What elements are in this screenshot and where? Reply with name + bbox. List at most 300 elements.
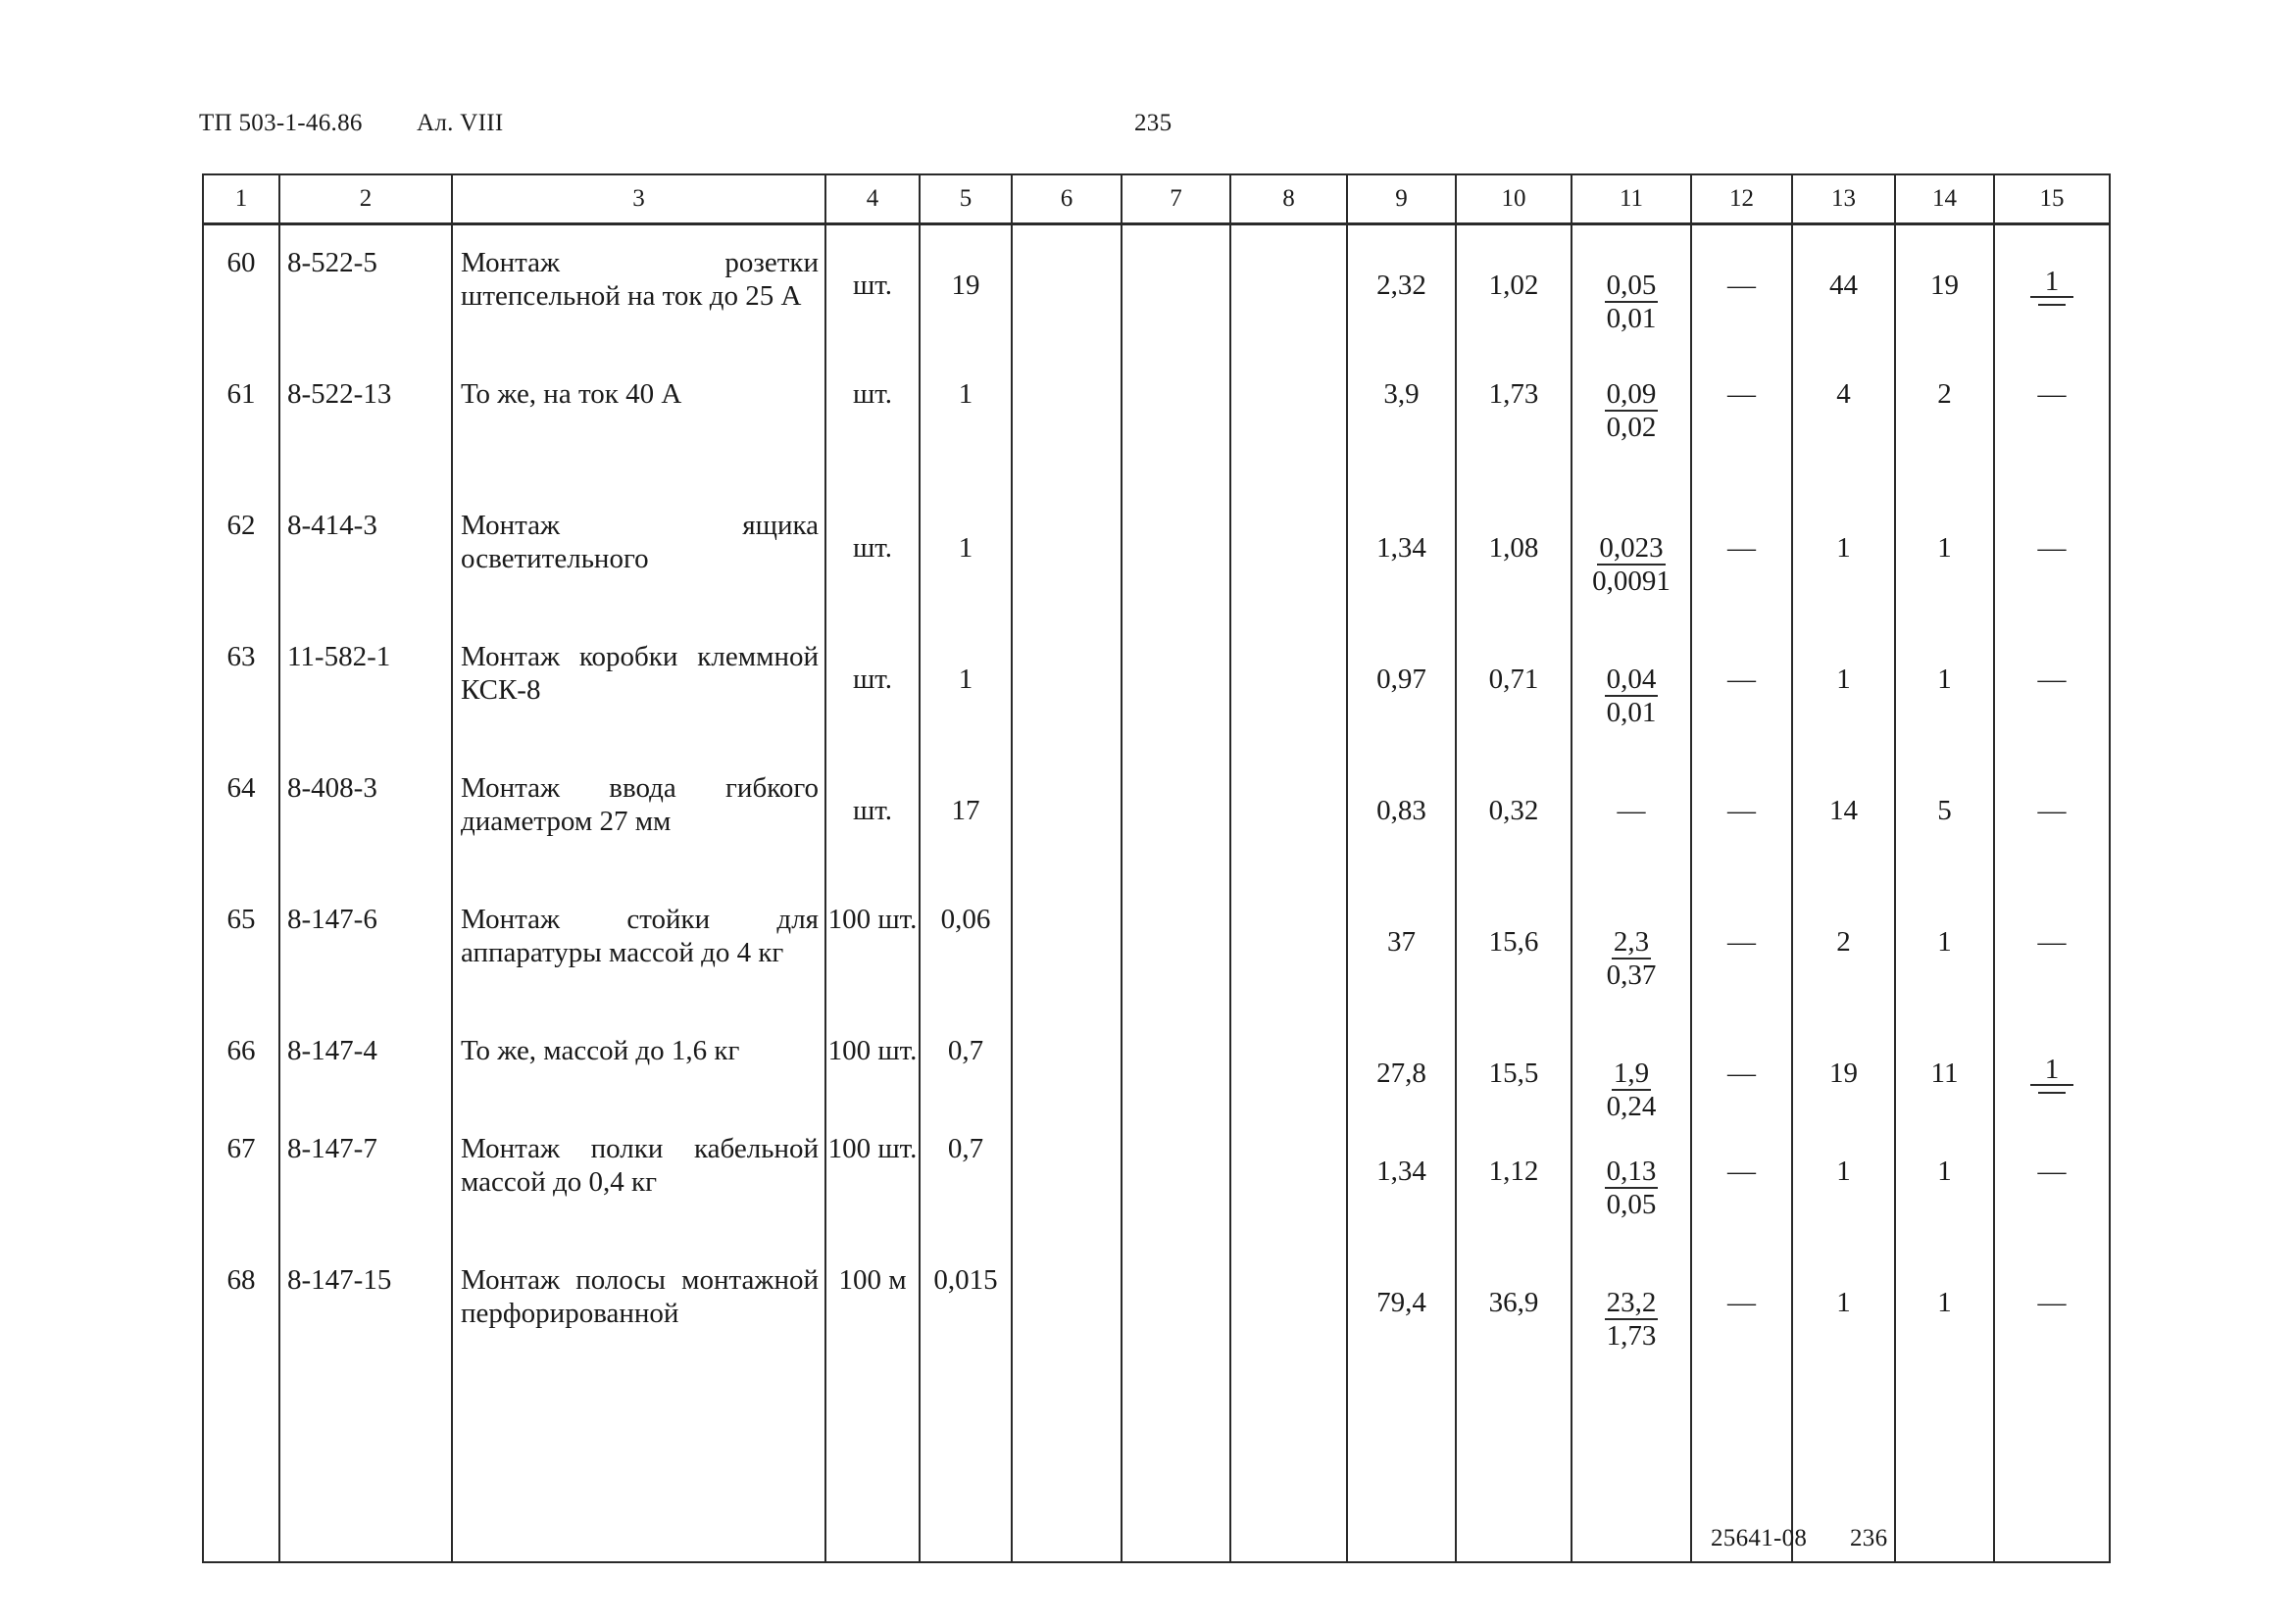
empty-cell: [1012, 1374, 1122, 1562]
unit: шт.: [852, 270, 893, 301]
fraction-denominator: 1,73: [1606, 1320, 1657, 1352]
fraction-denominator: 0,05: [1606, 1189, 1657, 1220]
value-col14: 1: [1937, 664, 1952, 695]
fraction-numerator: 0,023: [1599, 532, 1664, 564]
cell-unit: [825, 619, 920, 751]
cell-unit: [825, 1111, 920, 1243]
cell-col6: [1012, 488, 1122, 619]
empty-cell: [1572, 1374, 1691, 1562]
rate-code: 8-147-7: [287, 1133, 377, 1164]
cell-row-number: [203, 882, 279, 1013]
fraction-denominator: 0,02: [1606, 412, 1657, 443]
value-col9: 2,32: [1376, 270, 1426, 301]
fraction-numerator: 2,3: [1613, 926, 1650, 958]
cell-col7: [1122, 1111, 1230, 1243]
value-col12: —: [1727, 1287, 1756, 1318]
cell-description: [452, 1111, 825, 1243]
empty-dash: —: [2037, 795, 2067, 826]
fraction-denominator: 0,0091: [1592, 566, 1671, 597]
column-number: 15: [1994, 174, 2110, 224]
cell-quantity: [920, 619, 1012, 751]
cell-col7: [1122, 1243, 1230, 1374]
cell-quantity: [920, 488, 1012, 619]
cell-col13: [1792, 882, 1895, 1013]
empty-cell: [1456, 1374, 1572, 1562]
footer-page-number: 236: [1850, 1525, 1888, 1551]
cell-col12: [1691, 224, 1792, 358]
work-description: То же, массой до 1,6 кг: [461, 1035, 740, 1066]
cell-col9: [1347, 224, 1456, 358]
value-col10: 15,6: [1488, 926, 1539, 958]
cell-col11: [1572, 882, 1691, 1013]
fraction-numerator: 1: [2044, 266, 2060, 297]
value-col13: 1: [1836, 532, 1851, 564]
cell-col14: [1895, 1013, 1994, 1111]
cell-col12: [1691, 619, 1792, 751]
table-row: [203, 488, 2110, 619]
fraction-numerator: 1: [2044, 1054, 2060, 1085]
cell-col10: [1456, 1111, 1572, 1243]
cell-col6: [1012, 1013, 1122, 1111]
cell-col11: [1572, 1243, 1691, 1374]
value-col10: 0,32: [1488, 795, 1539, 826]
cell-col13: [1792, 357, 1895, 488]
row-number: 64: [226, 772, 256, 804]
cell-rate-code: [279, 882, 452, 1013]
cell-col15: [1994, 488, 2110, 619]
value-col9: 27,8: [1376, 1058, 1426, 1089]
cell-col7: [1122, 619, 1230, 751]
fraction-numerator: 23,2: [1606, 1287, 1657, 1318]
column-number: 2: [279, 174, 452, 224]
cell-col15: [1994, 1243, 2110, 1374]
empty-cell: [1230, 1374, 1347, 1562]
cell-col11: [1572, 619, 1691, 751]
cell-row-number: [203, 619, 279, 751]
cell-col14: [1895, 488, 1994, 619]
cell-col7: [1122, 882, 1230, 1013]
page-number: 235: [1134, 110, 1172, 136]
quantity: 0,015: [933, 1264, 998, 1296]
cell-quantity: [920, 882, 1012, 1013]
fraction-value: [1572, 1155, 1690, 1220]
value-col13: 4: [1836, 378, 1851, 410]
cell-col6: [1012, 357, 1122, 488]
dash-icon: [2038, 1092, 2066, 1094]
cell-quantity: [920, 357, 1012, 488]
cell-col9: [1347, 882, 1456, 1013]
cell-col15: [1994, 224, 2110, 358]
cell-col14: [1895, 619, 1994, 751]
value-col12: —: [1727, 926, 1756, 958]
fraction-value: [1995, 266, 2109, 306]
cell-description: [452, 1243, 825, 1374]
rate-code: 8-414-3: [287, 510, 377, 541]
album-number: Ал. VIII: [417, 110, 504, 136]
cell-col10: [1456, 1013, 1572, 1111]
empty-cell: [1895, 1374, 1994, 1562]
rate-code: 8-408-3: [287, 772, 377, 804]
cell-col6: [1012, 1111, 1122, 1243]
cell-quantity: [920, 751, 1012, 882]
work-description: Монтаж коробки клеммной КСК-8: [461, 641, 819, 706]
work-description: Монтаж полки кабельной массой до 0,4 кг: [461, 1133, 819, 1198]
value-col12: —: [1727, 795, 1756, 826]
value-col14: 2: [1937, 378, 1952, 410]
fraction-denominator: 0,37: [1606, 960, 1657, 991]
value-col9: 0,97: [1376, 664, 1426, 695]
work-description: Монтаж ввода гибкого диаметром 27 мм: [461, 772, 819, 837]
quantity: 0,06: [940, 904, 991, 935]
cell-col12: [1691, 882, 1792, 1013]
cell-col10: [1456, 488, 1572, 619]
value-col14: 5: [1937, 795, 1952, 826]
cell-col15: [1994, 1013, 2110, 1111]
cell-col14: [1895, 224, 1994, 358]
value-col12: —: [1727, 270, 1756, 301]
empty-cell: [452, 1374, 825, 1562]
cell-unit: [825, 751, 920, 882]
fraction-numerator: 0,09: [1606, 378, 1657, 410]
fraction-numerator: 0,05: [1606, 270, 1657, 301]
cell-col13: [1792, 619, 1895, 751]
quantity: 17: [951, 795, 980, 826]
value-col10: 1,73: [1488, 378, 1539, 410]
empty-dash: —: [2037, 532, 2067, 564]
cell-col12: [1691, 357, 1792, 488]
estimate-table: [202, 173, 2111, 1563]
cell-col8: [1230, 619, 1347, 751]
cell-description: [452, 488, 825, 619]
cell-col12: [1691, 488, 1792, 619]
value-col9: 79,4: [1376, 1287, 1426, 1318]
table-row: [203, 882, 2110, 1013]
value-col9: 1,34: [1376, 532, 1426, 564]
fraction-value: [1572, 663, 1690, 728]
cell-col10: [1456, 224, 1572, 358]
footer-document-number: 25641-08: [1711, 1525, 1808, 1551]
cell-description: [452, 751, 825, 882]
cell-quantity: [920, 1243, 1012, 1374]
cell-quantity: [920, 1013, 1012, 1111]
rate-code: 8-522-13: [287, 378, 392, 410]
unit: 100 м: [838, 1264, 907, 1296]
cell-col8: [1230, 224, 1347, 358]
cell-col9: [1347, 1013, 1456, 1111]
value-col14: 1: [1937, 1287, 1952, 1318]
cell-col12: [1691, 1013, 1792, 1111]
cell-col9: [1347, 1243, 1456, 1374]
cell-col8: [1230, 1111, 1347, 1243]
empty-cell: [1347, 1374, 1456, 1562]
value-col10: 0,71: [1488, 664, 1539, 695]
cell-row-number: [203, 1111, 279, 1243]
work-description: Монтаж розетки штепсельной на ток до 25 А: [461, 247, 819, 312]
column-number: 12: [1691, 174, 1792, 224]
row-number: 63: [226, 641, 256, 672]
column-number: 3: [452, 174, 825, 224]
cell-row-number: [203, 488, 279, 619]
cell-description: [452, 224, 825, 358]
cell-col6: [1012, 224, 1122, 358]
cell-unit: [825, 357, 920, 488]
cell-col10: [1456, 751, 1572, 882]
empty-cell: [279, 1374, 452, 1562]
empty-dash: —: [2037, 378, 2067, 410]
dash-icon: [2038, 304, 2066, 306]
cell-quantity: [920, 1111, 1012, 1243]
rate-code: 11-582-1: [287, 641, 391, 672]
cell-unit: [825, 224, 920, 358]
column-number: 10: [1456, 174, 1572, 224]
value-col12: —: [1727, 378, 1756, 410]
fraction-denominator: 0,01: [1606, 697, 1657, 728]
column-number: 4: [825, 174, 920, 224]
value-col12: —: [1727, 1058, 1756, 1089]
empty-dash: —: [1617, 795, 1646, 826]
cell-row-number: [203, 1013, 279, 1111]
fraction-numerator: 0,13: [1606, 1156, 1657, 1187]
cell-rate-code: [279, 751, 452, 882]
unit: 100 шт.: [827, 1035, 918, 1066]
cell-col13: [1792, 1111, 1895, 1243]
cell-col7: [1122, 1013, 1230, 1111]
cell-rate-code: [279, 224, 452, 358]
cell-col7: [1122, 751, 1230, 882]
cell-col14: [1895, 357, 1994, 488]
value-col14: 1: [1937, 1156, 1952, 1187]
table-row: [203, 751, 2110, 882]
fraction-numerator: 1,9: [1613, 1058, 1650, 1089]
cell-col9: [1347, 619, 1456, 751]
cell-rate-code: [279, 1111, 452, 1243]
value-col10: 36,9: [1488, 1287, 1539, 1318]
document-code: ТП 503-1-46.86: [199, 110, 363, 136]
cell-rate-code: [279, 619, 452, 751]
unit: шт.: [852, 795, 893, 826]
unit: 100 шт.: [827, 1133, 918, 1164]
cell-col15: [1994, 751, 2110, 882]
unit: шт.: [852, 378, 893, 410]
quantity: 0,7: [947, 1035, 984, 1066]
value-col14: 1: [1937, 532, 1952, 564]
cell-col8: [1230, 1243, 1347, 1374]
cell-col8: [1230, 1013, 1347, 1111]
cell-rate-code: [279, 1243, 452, 1374]
cell-col15: [1994, 619, 2110, 751]
empty-dash: —: [2037, 1287, 2067, 1318]
unit: 100 шт.: [827, 904, 918, 935]
cell-col15: [1994, 357, 2110, 488]
quantity: 19: [951, 270, 980, 301]
cell-col9: [1347, 357, 1456, 488]
cell-col9: [1347, 751, 1456, 882]
cell-col11: [1572, 224, 1691, 358]
cell-col9: [1347, 488, 1456, 619]
cell-description: [452, 1013, 825, 1111]
column-number: 8: [1230, 174, 1347, 224]
fraction-value: [1572, 269, 1690, 334]
cell-col10: [1456, 357, 1572, 488]
column-number: 14: [1895, 174, 1994, 224]
value-col12: —: [1727, 1156, 1756, 1187]
empty-dash: —: [2037, 926, 2067, 958]
cell-description: [452, 882, 825, 1013]
value-col10: 1,08: [1488, 532, 1539, 564]
value-col10: 15,5: [1488, 1058, 1539, 1089]
row-number: 62: [226, 510, 256, 541]
cell-col7: [1122, 224, 1230, 358]
cell-col9: [1347, 1111, 1456, 1243]
quantity: 1: [958, 378, 973, 410]
work-description: Монтаж стойки для аппаратуры массой до 4 кг: [461, 904, 819, 968]
work-description: Монтаж ящика осветительного: [461, 510, 819, 574]
column-number: 5: [920, 174, 1012, 224]
fraction-value: [1572, 377, 1690, 443]
table-row: [203, 619, 2110, 751]
fraction-value: [1572, 1286, 1690, 1352]
value-col10: 1,12: [1488, 1156, 1539, 1187]
row-number: 67: [226, 1133, 256, 1164]
value-col9: 1,34: [1376, 1156, 1426, 1187]
cell-row-number: [203, 224, 279, 358]
fraction-value: [1572, 925, 1690, 991]
row-number: 68: [226, 1264, 256, 1296]
cell-col13: [1792, 1243, 1895, 1374]
cell-rate-code: [279, 488, 452, 619]
cell-col14: [1895, 1243, 1994, 1374]
cell-row-number: [203, 751, 279, 882]
empty-dash: —: [2037, 1156, 2067, 1187]
table-row: [203, 1243, 2110, 1374]
cell-col13: [1792, 488, 1895, 619]
value-col13: 1: [1836, 664, 1851, 695]
cell-col14: [1895, 751, 1994, 882]
cell-col14: [1895, 882, 1994, 1013]
cell-row-number: [203, 357, 279, 488]
empty-cell: [1122, 1374, 1230, 1562]
cell-col14: [1895, 1111, 1994, 1243]
column-number: 13: [1792, 174, 1895, 224]
cell-col10: [1456, 1243, 1572, 1374]
value-col12: —: [1727, 532, 1756, 564]
row-number: 65: [226, 904, 256, 935]
fraction-value: [1572, 531, 1690, 597]
value-col14: 19: [1930, 270, 1959, 301]
fraction-numerator: 0,04: [1606, 664, 1657, 695]
cell-col11: [1572, 1013, 1691, 1122]
table-filler-row: [203, 1374, 2110, 1562]
cell-col13: [1792, 224, 1895, 358]
column-number: 6: [1012, 174, 1122, 224]
quantity: 0,7: [947, 1133, 984, 1164]
quantity: 1: [958, 664, 973, 695]
cell-description: [452, 619, 825, 751]
value-col9: 37: [1387, 926, 1416, 958]
value-col9: 3,9: [1383, 378, 1420, 410]
column-number: 7: [1122, 174, 1230, 224]
value-col14: 1: [1937, 926, 1952, 958]
empty-cell: [920, 1374, 1012, 1562]
value-col13: 1: [1836, 1156, 1851, 1187]
work-description: Монтаж полосы монтажной перфорированной: [461, 1264, 819, 1329]
row-number: 66: [226, 1035, 256, 1066]
cell-rate-code: [279, 357, 452, 488]
empty-cell: [1994, 1374, 2110, 1562]
cell-col11: [1572, 751, 1691, 882]
cell-col6: [1012, 1243, 1122, 1374]
value-col13: 2: [1836, 926, 1851, 958]
cell-col15: [1994, 882, 2110, 1013]
empty-cell: [203, 1374, 279, 1562]
rate-code: 8-522-5: [287, 247, 377, 278]
rate-code: 8-147-6: [287, 904, 377, 935]
fraction-denominator: 0,01: [1606, 303, 1657, 334]
cell-unit: [825, 882, 920, 1013]
cell-col8: [1230, 488, 1347, 619]
cell-col10: [1456, 619, 1572, 751]
table-row: [203, 357, 2110, 488]
cell-unit: [825, 1243, 920, 1374]
work-description: То же, на ток 40 А: [461, 378, 682, 410]
value-col13: 14: [1829, 795, 1858, 826]
column-number: 9: [1347, 174, 1456, 224]
cell-description: [452, 357, 825, 488]
cell-col11: [1572, 488, 1691, 619]
cell-col8: [1230, 751, 1347, 882]
cell-col13: [1792, 751, 1895, 882]
cell-unit: [825, 488, 920, 619]
fraction-value: [1995, 1054, 2109, 1094]
cell-col12: [1691, 1243, 1792, 1374]
cell-col13: [1792, 1013, 1895, 1111]
rate-code: 8-147-4: [287, 1035, 377, 1066]
value-col13: 44: [1829, 270, 1858, 301]
table-row: [203, 224, 2110, 358]
empty-cell: [825, 1374, 920, 1562]
row-number: 61: [226, 378, 256, 410]
column-number: 1: [203, 174, 279, 224]
value-col12: —: [1727, 664, 1756, 695]
row-number: 60: [226, 247, 256, 278]
value-col9: 0,83: [1376, 795, 1426, 826]
column-number-row: [203, 174, 2110, 224]
cell-col7: [1122, 357, 1230, 488]
value-col10: 1,02: [1488, 270, 1539, 301]
cell-col12: [1691, 751, 1792, 882]
cell-col6: [1012, 882, 1122, 1013]
table-row: [203, 1111, 2110, 1243]
cell-col6: [1012, 619, 1122, 751]
rate-code: 8-147-15: [287, 1264, 392, 1296]
cell-col8: [1230, 882, 1347, 1013]
unit: шт.: [852, 664, 893, 695]
cell-quantity: [920, 224, 1012, 358]
cell-col8: [1230, 357, 1347, 488]
cell-col6: [1012, 751, 1122, 882]
cell-rate-code: [279, 1013, 452, 1111]
fraction-denominator: 0,24: [1606, 1091, 1657, 1122]
cell-row-number: [203, 1243, 279, 1374]
cell-col11: [1572, 357, 1691, 488]
cell-col15: [1994, 1111, 2110, 1243]
unit: шт.: [852, 532, 893, 564]
value-col14: 11: [1930, 1058, 1959, 1089]
empty-dash: —: [2037, 664, 2067, 695]
cell-col10: [1456, 882, 1572, 1013]
column-number: 11: [1572, 174, 1691, 224]
table-row: [203, 1013, 2110, 1111]
